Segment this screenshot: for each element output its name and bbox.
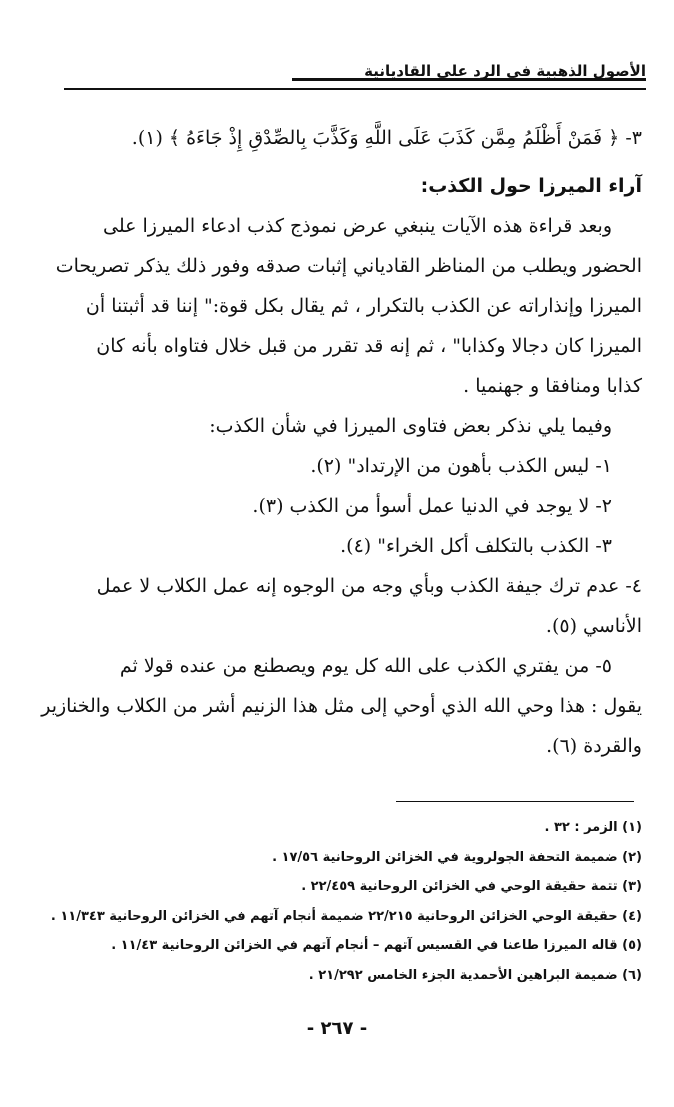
page-number: - ٢٦٧ - (306, 1018, 368, 1039)
header-rule-lower (64, 88, 646, 90)
list-item: ٤- عدم ترك جيفة الكذب وبأي وجه من الوجوه إنه عمل الكلاب لا عمل (96, 575, 642, 597)
footnote: (١) الزمر : ٣٢ . (544, 820, 642, 835)
footnote: (٢) ضميمة التحفة الجولروية في الخزائن الروحانية ١٧/٥٦ . (272, 849, 642, 865)
list-item: ٣- الكذب بالتكلف أكل الخراء" (٤). (340, 535, 612, 557)
footnote: (٤) حقيقة الوحي الخزائن الروحانية ٢٢/٢١٥ ضميمة أنجام آتهم في الخزائن الروحانية ١١/٣٤٣ . (50, 908, 642, 924)
main-text (30, 118, 642, 766)
list-item: ٥- من يفتري الكذب على الله كل يوم ويصطنع من عنده قولا ثم (119, 655, 612, 677)
footnote: (٦) ضميمة البراهين الأحمدية الجزء الخامس ٢١/٢٩٢ . (308, 967, 642, 983)
list-item-continuation: والقردة (٦). (546, 735, 642, 757)
paragraph-line: كذابا ومنافقا و جهنميا . (463, 375, 642, 397)
paragraph-line: الحضور ويطلب من المناظر القادياني إثبات صدقه وفور ذلك يذكر تصريحات (55, 255, 642, 277)
footnote-separator (396, 801, 634, 802)
header-rule-upper (292, 78, 646, 81)
footnote: (٣) تتمة حقيقة الوحي في الخزائن الروحانية ٢٢/٤٥٩ . (301, 879, 642, 894)
running-header-title: الأصول الذهبية في الرد على القاديانية (364, 62, 646, 80)
paragraph-line: وبعد قراءة هذه الآيات ينبغي عرض نموذج كذب ادعاء الميرزا على (102, 215, 612, 237)
paragraph-line: الميرزا كان دجالا وكذابا" ، ثم إنه قد تقرر من قبل خلال فتاواه بأنه كان (96, 335, 642, 357)
list-item-continuation: الأناسي (٥). (545, 615, 642, 637)
section-heading: آراء الميرزا حول الكذب: (420, 175, 642, 197)
quran-verse: ٣- ﴿ فَمَنْ أَظْلَمُ مِمَّن كَذَبَ عَلَى اللَّهِ وَكَذَّبَ بِالصِّدْقِ إِذْ جَاءَهُ ﴾ (١). (131, 127, 642, 149)
list-intro: وفيما يلي نذكر بعض فتاوى الميرزا في شأن الكذب: (209, 415, 612, 437)
footnote: (٥) قاله الميرزا طاعنا في القسيس آتهم – أنجام آتهم في الخزائن الروحانية ١١/٤٣ . (111, 938, 642, 953)
footnotes (30, 813, 642, 990)
list-item: ٢- لا يوجد في الدنيا عمل أسوأ من الكذب (٣). (252, 495, 612, 517)
list-item-continuation: يقول : هذا وحي الله الذي أوحي إلى مثل هذا الزنيم أشر من الكلاب والخنازير (41, 695, 642, 717)
paragraph-line: الميرزا وإنذاراته عن الكذب بالتكرار ، ثم يقال بكل قوة:" إننا قد أثبتنا أن (85, 295, 642, 317)
list-item: ١- ليس الكذب بأهون من الإرتداد" (٢). (310, 455, 612, 477)
